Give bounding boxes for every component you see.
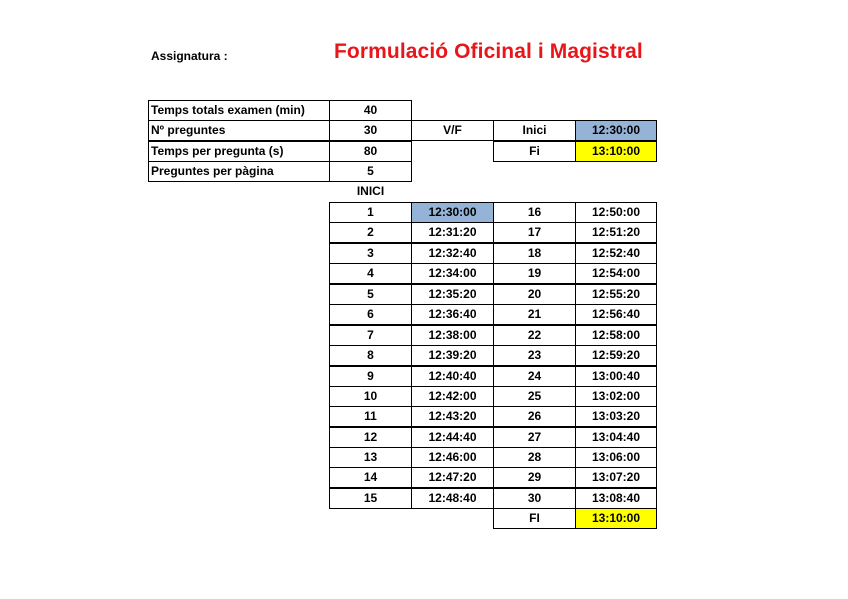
question-time: 13:04:40 xyxy=(575,427,657,448)
question-time: 12:56:40 xyxy=(575,304,657,325)
question-time: 13:06:00 xyxy=(575,447,657,468)
page-title: Formulació Oficinal i Magistral xyxy=(334,40,643,63)
assignatura-label: Assignatura : xyxy=(151,49,228,63)
inici-label: Inici xyxy=(493,120,576,141)
schedule-header: INICI xyxy=(356,184,385,198)
question-number: 24 xyxy=(493,366,576,387)
question-time: 12:50:00 xyxy=(575,202,657,223)
question-number: 25 xyxy=(493,386,576,407)
fi-label: Fi xyxy=(493,141,576,162)
question-number: 10 xyxy=(329,386,412,407)
question-number: 15 xyxy=(329,488,412,509)
schedule-end-time: 13:10:00 xyxy=(575,508,657,529)
param-value-temps-pregunta: 80 xyxy=(329,141,412,162)
question-time: 12:34:00 xyxy=(411,263,494,284)
question-time: 12:44:40 xyxy=(411,427,494,448)
question-number: 3 xyxy=(329,243,412,264)
question-number: 8 xyxy=(329,345,412,366)
question-number: 23 xyxy=(493,345,576,366)
fi-time: 13:10:00 xyxy=(575,141,657,162)
question-number: 29 xyxy=(493,467,576,488)
question-time: 12:47:20 xyxy=(411,467,494,488)
question-number: 28 xyxy=(493,447,576,468)
question-number: 7 xyxy=(329,325,412,346)
question-time: 12:55:20 xyxy=(575,284,657,305)
question-time: 12:48:40 xyxy=(411,488,494,509)
question-time: 12:51:20 xyxy=(575,222,657,243)
question-time: 13:00:40 xyxy=(575,366,657,387)
question-number: 16 xyxy=(493,202,576,223)
question-time: 12:54:00 xyxy=(575,263,657,284)
param-value-num-preguntes: 30 xyxy=(329,120,412,141)
question-time: 12:30:00 xyxy=(411,202,494,223)
question-time: 13:08:40 xyxy=(575,488,657,509)
question-time: 12:40:40 xyxy=(411,366,494,387)
question-time: 12:42:00 xyxy=(411,386,494,407)
question-number: 2 xyxy=(329,222,412,243)
param-label-preguntes-pagina: Preguntes per pàgina xyxy=(148,161,330,182)
question-number: 5 xyxy=(329,284,412,305)
question-time: 12:39:20 xyxy=(411,345,494,366)
question-number: 14 xyxy=(329,467,412,488)
question-time: 12:35:20 xyxy=(411,284,494,305)
question-time: 13:07:20 xyxy=(575,467,657,488)
question-time: 13:02:00 xyxy=(575,386,657,407)
question-time: 12:58:00 xyxy=(575,325,657,346)
question-number: 18 xyxy=(493,243,576,264)
question-number: 19 xyxy=(493,263,576,284)
question-time: 12:31:20 xyxy=(411,222,494,243)
question-number: 20 xyxy=(493,284,576,305)
question-number: 9 xyxy=(329,366,412,387)
question-time: 12:46:00 xyxy=(411,447,494,468)
param-label-temps-totals: Temps totals examen (min) xyxy=(148,100,330,121)
inici-time: 12:30:00 xyxy=(575,120,657,141)
question-number: 11 xyxy=(329,406,412,427)
param-label-num-preguntes: Nº preguntes xyxy=(148,120,330,141)
question-number: 4 xyxy=(329,263,412,284)
question-number: 1 xyxy=(329,202,412,223)
question-number: 17 xyxy=(493,222,576,243)
question-time: 12:43:20 xyxy=(411,406,494,427)
param-value-preguntes-pagina: 5 xyxy=(329,161,412,182)
schedule-end-label: FI xyxy=(493,508,576,529)
question-time: 12:52:40 xyxy=(575,243,657,264)
question-time: 12:32:40 xyxy=(411,243,494,264)
question-time: 12:36:40 xyxy=(411,304,494,325)
question-time: 12:38:00 xyxy=(411,325,494,346)
question-number: 27 xyxy=(493,427,576,448)
param-value-temps-totals: 40 xyxy=(329,100,412,121)
question-number: 30 xyxy=(493,488,576,509)
question-number: 6 xyxy=(329,304,412,325)
vf-label: V/F xyxy=(411,120,494,141)
question-number: 22 xyxy=(493,325,576,346)
question-time: 13:03:20 xyxy=(575,406,657,427)
param-label-temps-pregunta: Temps per pregunta (s) xyxy=(148,141,330,162)
question-number: 21 xyxy=(493,304,576,325)
question-number: 26 xyxy=(493,406,576,427)
question-number: 12 xyxy=(329,427,412,448)
question-number: 13 xyxy=(329,447,412,468)
question-time: 12:59:20 xyxy=(575,345,657,366)
